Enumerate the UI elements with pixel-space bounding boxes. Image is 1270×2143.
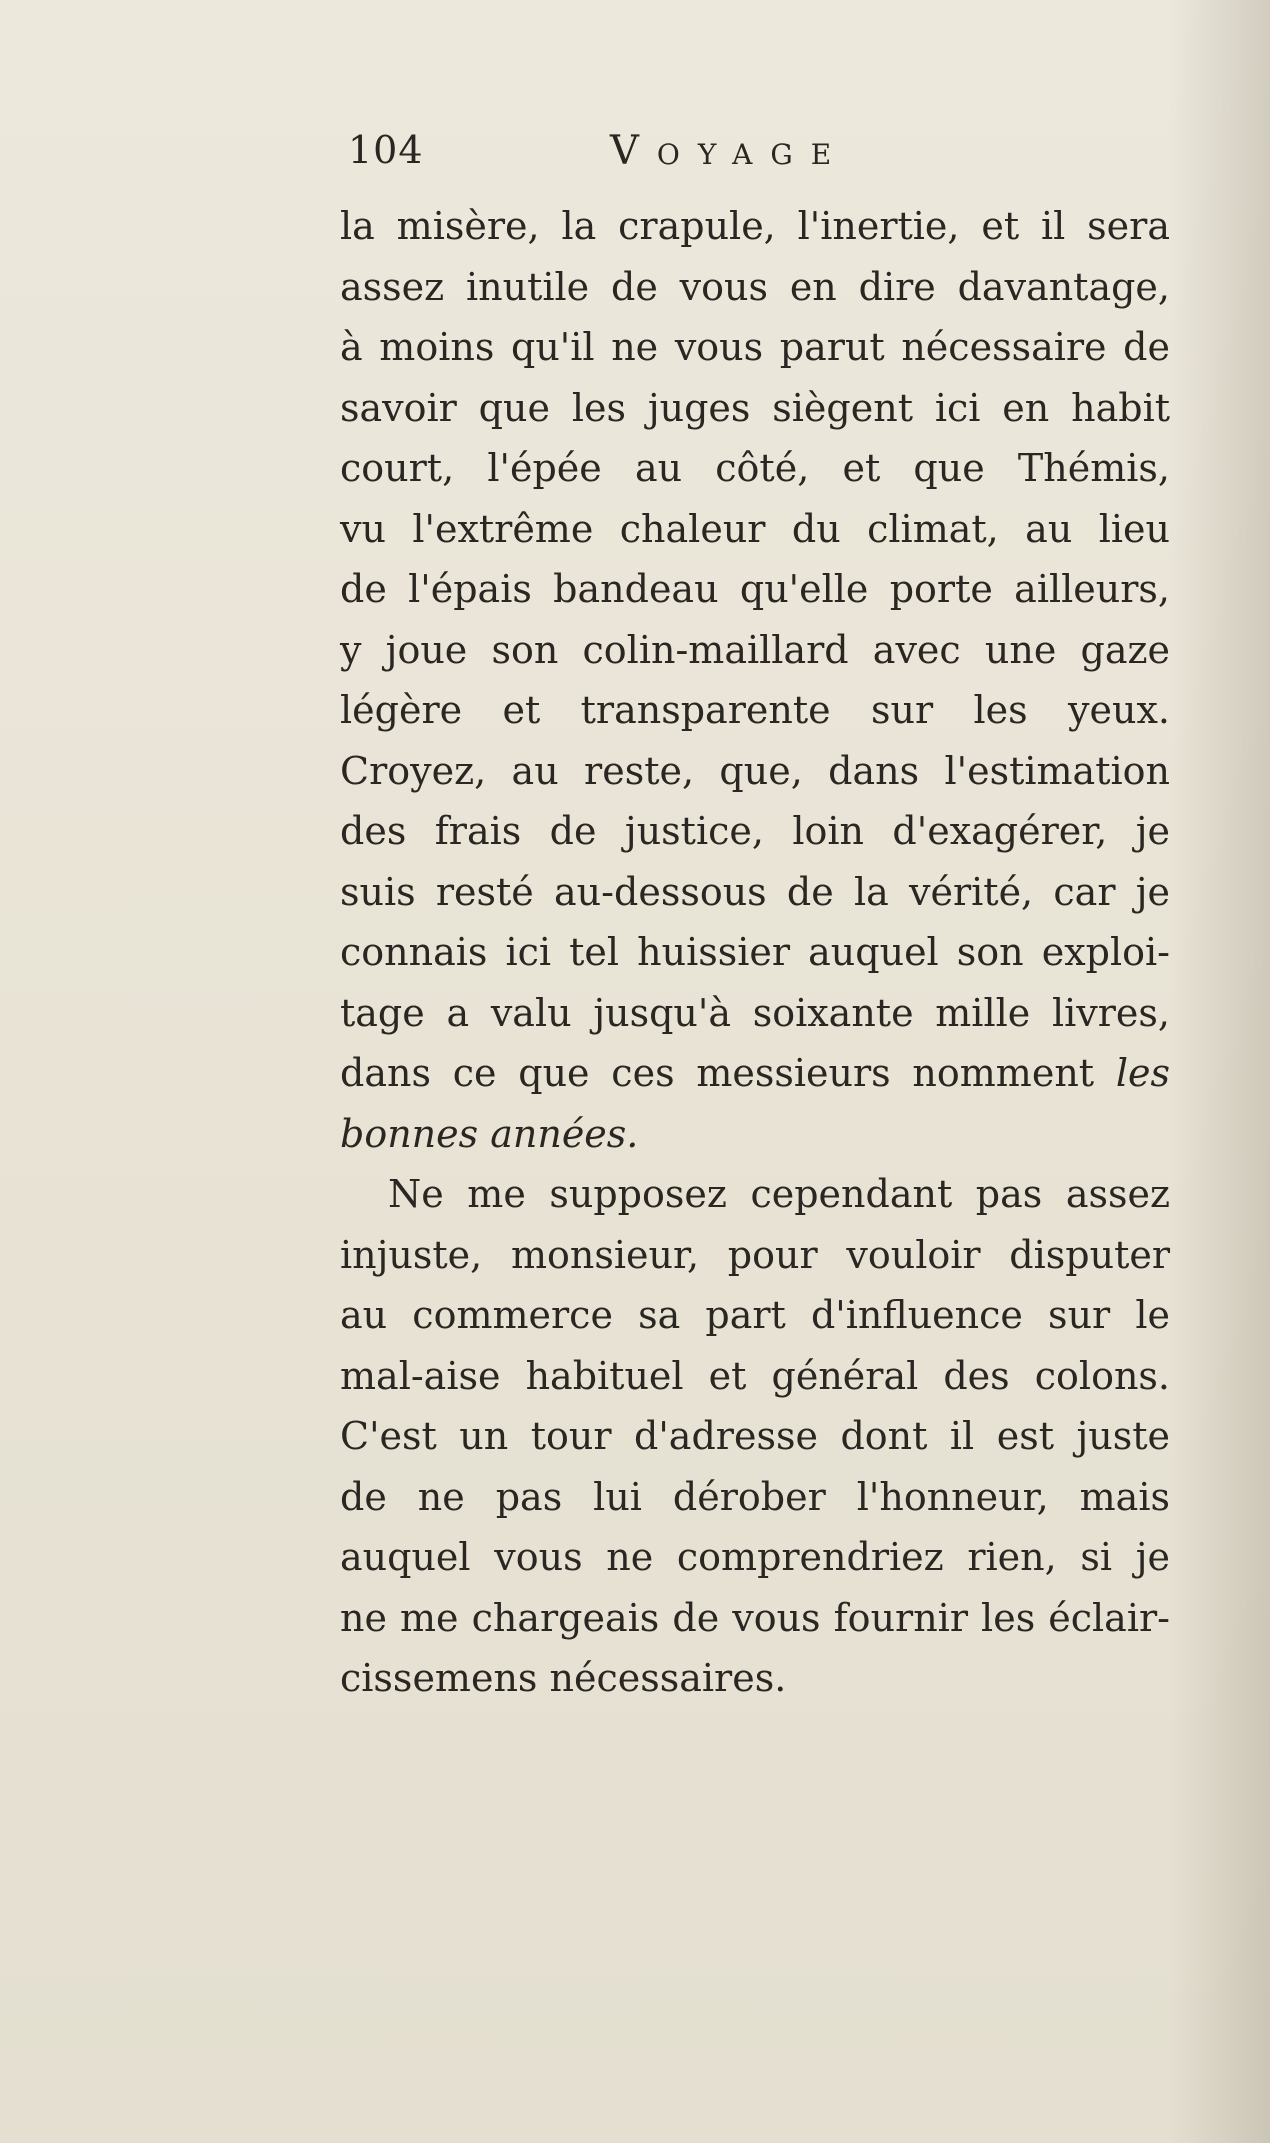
text-line: ne me chargeais de vous fournir les éclair- bbox=[340, 1595, 1170, 1640]
text-line: de l'épais bandeau qu'elle porte ailleurs, bbox=[340, 567, 1170, 611]
text-line: mal-aise habituel et général des colons. bbox=[340, 1353, 1170, 1398]
italic-word: les bbox=[1115, 1051, 1170, 1095]
text-line: de ne pas lui dérober l'honneur, mais bbox=[340, 1474, 1170, 1519]
paragraph-2 bbox=[340, 1164, 1170, 1709]
text-line: court, l'épée au côté, et que Thémis, bbox=[340, 446, 1170, 490]
page-header bbox=[348, 128, 1168, 188]
text-line: y joue son colin-maillard avec une gaze bbox=[340, 627, 1170, 672]
running-title: Voyage bbox=[610, 128, 850, 174]
text-segment: dans ce que ces messieurs nomment bbox=[340, 1051, 1095, 1095]
text-line: des frais de justice, loin d'exagérer, je bbox=[340, 809, 1170, 853]
text-line: tage a valu jusqu'à soixante mille livres, bbox=[340, 990, 1170, 1035]
text-line: Ne me supposez cependant pas assez bbox=[388, 1172, 1170, 1216]
text-line: assez inutile de vous en dire davantage, bbox=[340, 264, 1170, 309]
text-line: connais ici tel huissier auquel son exploi- bbox=[340, 930, 1170, 974]
text-line: la misère, la crapule, l'inertie, et il sera bbox=[340, 204, 1170, 248]
text-line: vu l'extrême chaleur du climat, au lieu bbox=[340, 506, 1170, 551]
text-line: légère et transparente sur les yeux. bbox=[340, 688, 1170, 732]
italic-phrase: bonnes années. bbox=[340, 1111, 639, 1156]
text-line: suis resté au-dessous de la vérité, car je bbox=[340, 869, 1170, 914]
text-line: auquel vous ne comprendriez rien, si je bbox=[340, 1535, 1170, 1579]
text-line: à moins qu'il ne vous parut nécessaire de bbox=[340, 325, 1170, 369]
paragraph-1 bbox=[340, 196, 1170, 1164]
text-line-with-italic bbox=[340, 1043, 1170, 1104]
text-line-italic bbox=[340, 1104, 1170, 1165]
text-line: au commerce sa part d'influence sur le bbox=[340, 1293, 1170, 1337]
text-line: C'est un tour d'adresse dont il est juste bbox=[340, 1414, 1170, 1458]
text-line: Croyez, au reste, que, dans l'estimation bbox=[340, 748, 1170, 793]
text-line: savoir que les juges siègent ici en habit bbox=[340, 385, 1170, 430]
text-line: cissemens nécessaires. bbox=[340, 1656, 787, 1700]
page-number: 104 bbox=[348, 128, 424, 172]
text-line: injuste, monsieur, pour vouloir disputer bbox=[340, 1232, 1170, 1277]
body-text bbox=[340, 196, 1170, 1709]
